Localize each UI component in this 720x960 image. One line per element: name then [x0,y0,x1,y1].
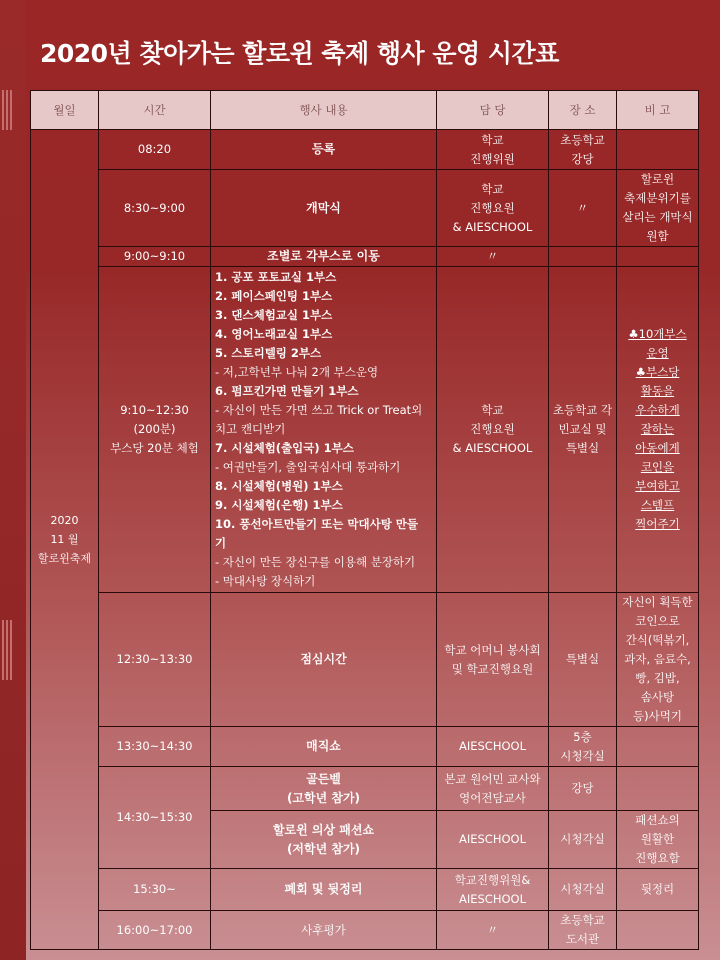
cell-line: 아동에게 [635,441,680,455]
time-cell [99,247,211,267]
event-cell [211,170,437,247]
cell-line: 원활한 [640,832,675,846]
cell-line: 8:30~9:00 [123,200,186,215]
booth-detail: - 자신이 만든 가면 쓰고 Trick or Treat외 [215,403,423,417]
note-cell [617,247,699,267]
cell-line: 운영 [646,346,669,360]
schedule-table [30,90,699,950]
time-cell [99,727,211,767]
cell-line: AIESCHOOL [458,739,526,753]
cell-line: 부스당 20분 체험 [110,441,199,455]
cell-line: 초등학교 각 [552,403,613,417]
cell-line: 16:00~17:00 [116,922,193,937]
time-cell [99,267,211,593]
table-row [31,593,699,727]
cell-line: 빈교실 및 [558,422,607,436]
cell-line: 사후평가 [301,922,346,937]
header-place: 장 소 [549,91,617,130]
cell-line: 학교 어머니 봉사회 [444,642,541,657]
cell-line: 패션쇼의 [635,813,680,827]
event-cell [211,593,437,727]
event-cell [211,267,437,593]
cell-line: 초등학교 [560,913,605,927]
staff-cell [437,267,549,593]
cell-line: 초등학교 [560,132,605,147]
header-row [31,91,699,130]
table-row [31,170,699,247]
cell-line: 빵, 김밥, [635,671,680,685]
booth-detail: - 자신이 만든 장신구를 이용해 분장하기 [215,555,416,569]
table-row [31,869,699,911]
header-time: 시간 [99,91,211,130]
cell-line: 영어전담교사 [459,790,526,805]
place-cell [549,267,617,593]
place-cell [549,247,617,267]
event-cell [211,727,437,767]
booth-item: 4. 영어노래교실 1부스 [215,327,333,341]
place-cell [549,593,617,727]
note-cell [617,170,699,247]
cell-line: 시청각실 [560,832,605,846]
time-cell [99,130,211,170]
cell-line: 등)사먹기 [633,709,682,723]
cell-line: 특별실 [565,652,600,666]
header-date: 월일 [31,91,99,130]
note-cell [617,593,699,727]
cell-line: (200분) [133,422,176,436]
side-ticks-bottom [2,620,14,680]
staff-cell [437,593,549,727]
cell-line: 솜사탕 [640,690,675,704]
cell-line: 스템프 [640,498,675,512]
staff-cell [437,767,549,811]
cell-line: 9:00~9:10 [123,249,186,263]
cell-line: 본교 원어민 교사와 [444,771,541,786]
time-cell [99,869,211,911]
place-cell [549,170,617,247]
place-cell [549,130,617,170]
cell-line: 강당 [571,151,594,166]
staff-cell [437,170,549,247]
side-band [0,0,26,960]
cell-line: 〃 [486,922,499,937]
cell-line: 진행요원 [470,422,515,436]
cell-line: 9:10~12:30 [120,403,189,417]
cell-line: 등록 [311,142,336,156]
cell-line: 특별실 [565,441,600,455]
event-cell [211,247,437,267]
staff-cell [437,911,549,950]
cell-line: 도서관 [565,932,600,946]
cell-line: AIESCHOOL [458,891,526,906]
cell-line: 부여하고 [635,479,680,493]
place-cell [549,727,617,767]
event-cell [211,130,437,170]
note-cell [617,911,699,950]
booth-item: 3. 댄스체험교실 1부스 [215,308,333,322]
staff-cell [437,811,549,869]
table-row [31,130,699,170]
note-cell [617,869,699,911]
note-cell [617,767,699,811]
cell-line: ♣부스당 [635,365,680,379]
cell-line: 12:30~13:30 [116,652,193,666]
cell-line: 코인을 [640,460,675,474]
event-cell [211,869,437,911]
cell-line: 개막식 [306,200,341,215]
booth-detail: - 저,고학년부 나눠 2개 부스운영 [215,365,379,379]
cell-line: 원함 [646,229,669,243]
cell-line: 골든벨 [306,771,341,786]
cell-line: 할로윈축제 [37,552,92,565]
note-cell [617,267,699,593]
cell-line: 우수하게 [635,403,680,417]
staff-cell [437,869,549,911]
cell-line: 학교 [481,132,504,147]
time-cell [99,767,211,869]
cell-line: (고학년 참가) [286,790,361,805]
booth-detail: 치고 캔디받기 [215,422,286,436]
booth-item: 8. 시설체험(병원) 1부스 [215,479,343,493]
cell-line: 잘하는 [640,422,675,436]
cell-line: 폐회 및 뒷정리 [284,882,363,896]
cell-line: 찍어주기 [635,517,680,531]
booth-item: 7. 시설체험(출입국) 1부스 [215,441,354,455]
cell-line: 학교진행위원& [454,872,531,887]
place-cell [549,911,617,950]
cell-line: 11 월 [50,533,79,546]
booth-detail: - 막대사탕 장식하기 [215,574,316,588]
note-cell [617,727,699,767]
cell-line: 강당 [571,781,594,795]
cell-line: 학교 [481,403,504,417]
place-cell [549,869,617,911]
cell-line: 2020 [50,514,79,527]
cell-line: 진행요원 [470,200,515,215]
side-ticks-top [2,90,14,130]
cell-line: (저학년 참가) [286,841,361,856]
cell-line: 15:30~ [133,882,176,896]
table-row [31,727,699,767]
booth-item: 10. 풍선아트만들기 또는 막대사탕 만들 [215,517,419,531]
booth-detail: - 여권만들기, 출입국심사대 통과하기 [215,460,401,474]
cell-line: 살리는 개막식 [622,210,693,224]
cell-line: 시청각실 [560,748,605,763]
cell-line: 13:30~14:30 [116,739,193,753]
cell-line: 진행위원 [470,151,515,166]
date-cell [31,130,99,950]
cell-line: 5층 [573,729,592,744]
cell-line: ♣10개부스 [628,327,687,341]
header-staff: 담 당 [437,91,549,130]
cell-line: 08:20 [137,142,172,156]
cell-line: 할로윈 의상 패션쇼 [272,822,375,837]
cell-line: 및 학교진행요원 [451,661,534,676]
booth-item: 기 [215,536,227,550]
booth-item: 2. 페이스페인팅 1부스 [215,289,333,303]
cell-line: 학교 [481,181,504,196]
cell-line: AIESCHOOL [458,832,526,846]
place-cell [549,767,617,811]
staff-cell [437,727,549,767]
cell-line: 매직쇼 [306,739,341,753]
page-title: 2020년 찾아가는 할로윈 축제 행사 운영 시간표 [40,39,559,68]
cell-line: 간식(떡볶기, [625,633,690,647]
booth-item: 1. 공포 포토교실 1부스 [215,270,337,284]
booth-item: 9. 시설체험(은행) 1부스 [215,498,343,512]
booth-item: 6. 펌프킨가면 만들기 1부스 [215,384,359,398]
table-row [31,767,699,811]
cell-line: 코인으로 [635,614,680,628]
cell-line: 과자, 음료수, [624,652,691,666]
header-note: 비 고 [617,91,699,130]
cell-line: 할로윈 [640,172,675,186]
staff-cell [437,130,549,170]
place-cell [549,811,617,869]
booth-item: 5. 스토리텔링 2부스 [215,346,322,360]
staff-cell [437,247,549,267]
event-cell [211,811,437,869]
cell-line: & AIESCHOOL [452,441,533,455]
event-cell [211,911,437,950]
cell-line: 뒷정리 [640,882,675,896]
cell-line: 활동을 [640,384,675,398]
cell-line: 시청각실 [560,882,605,896]
cell-line: 조별로 각부스로 이동 [267,249,380,263]
table-row [31,267,699,593]
table-row [31,911,699,950]
cell-line: 〃 [576,200,589,215]
cell-line: 14:30~15:30 [116,810,193,824]
event-cell [211,767,437,811]
time-cell [99,593,211,727]
time-cell [99,170,211,247]
time-cell [99,911,211,950]
cell-line: 진행요함 [635,851,680,865]
header-event: 행사 내용 [211,91,437,130]
cell-line: 축제분위기를 [624,191,691,205]
table-row [31,247,699,267]
cell-line: 점심시간 [300,652,347,666]
cell-line: 〃 [486,249,499,263]
cell-line: 자신이 획득한 [622,595,693,609]
note-cell [617,130,699,170]
note-cell [617,811,699,869]
cell-line: & AIESCHOOL [452,219,533,234]
